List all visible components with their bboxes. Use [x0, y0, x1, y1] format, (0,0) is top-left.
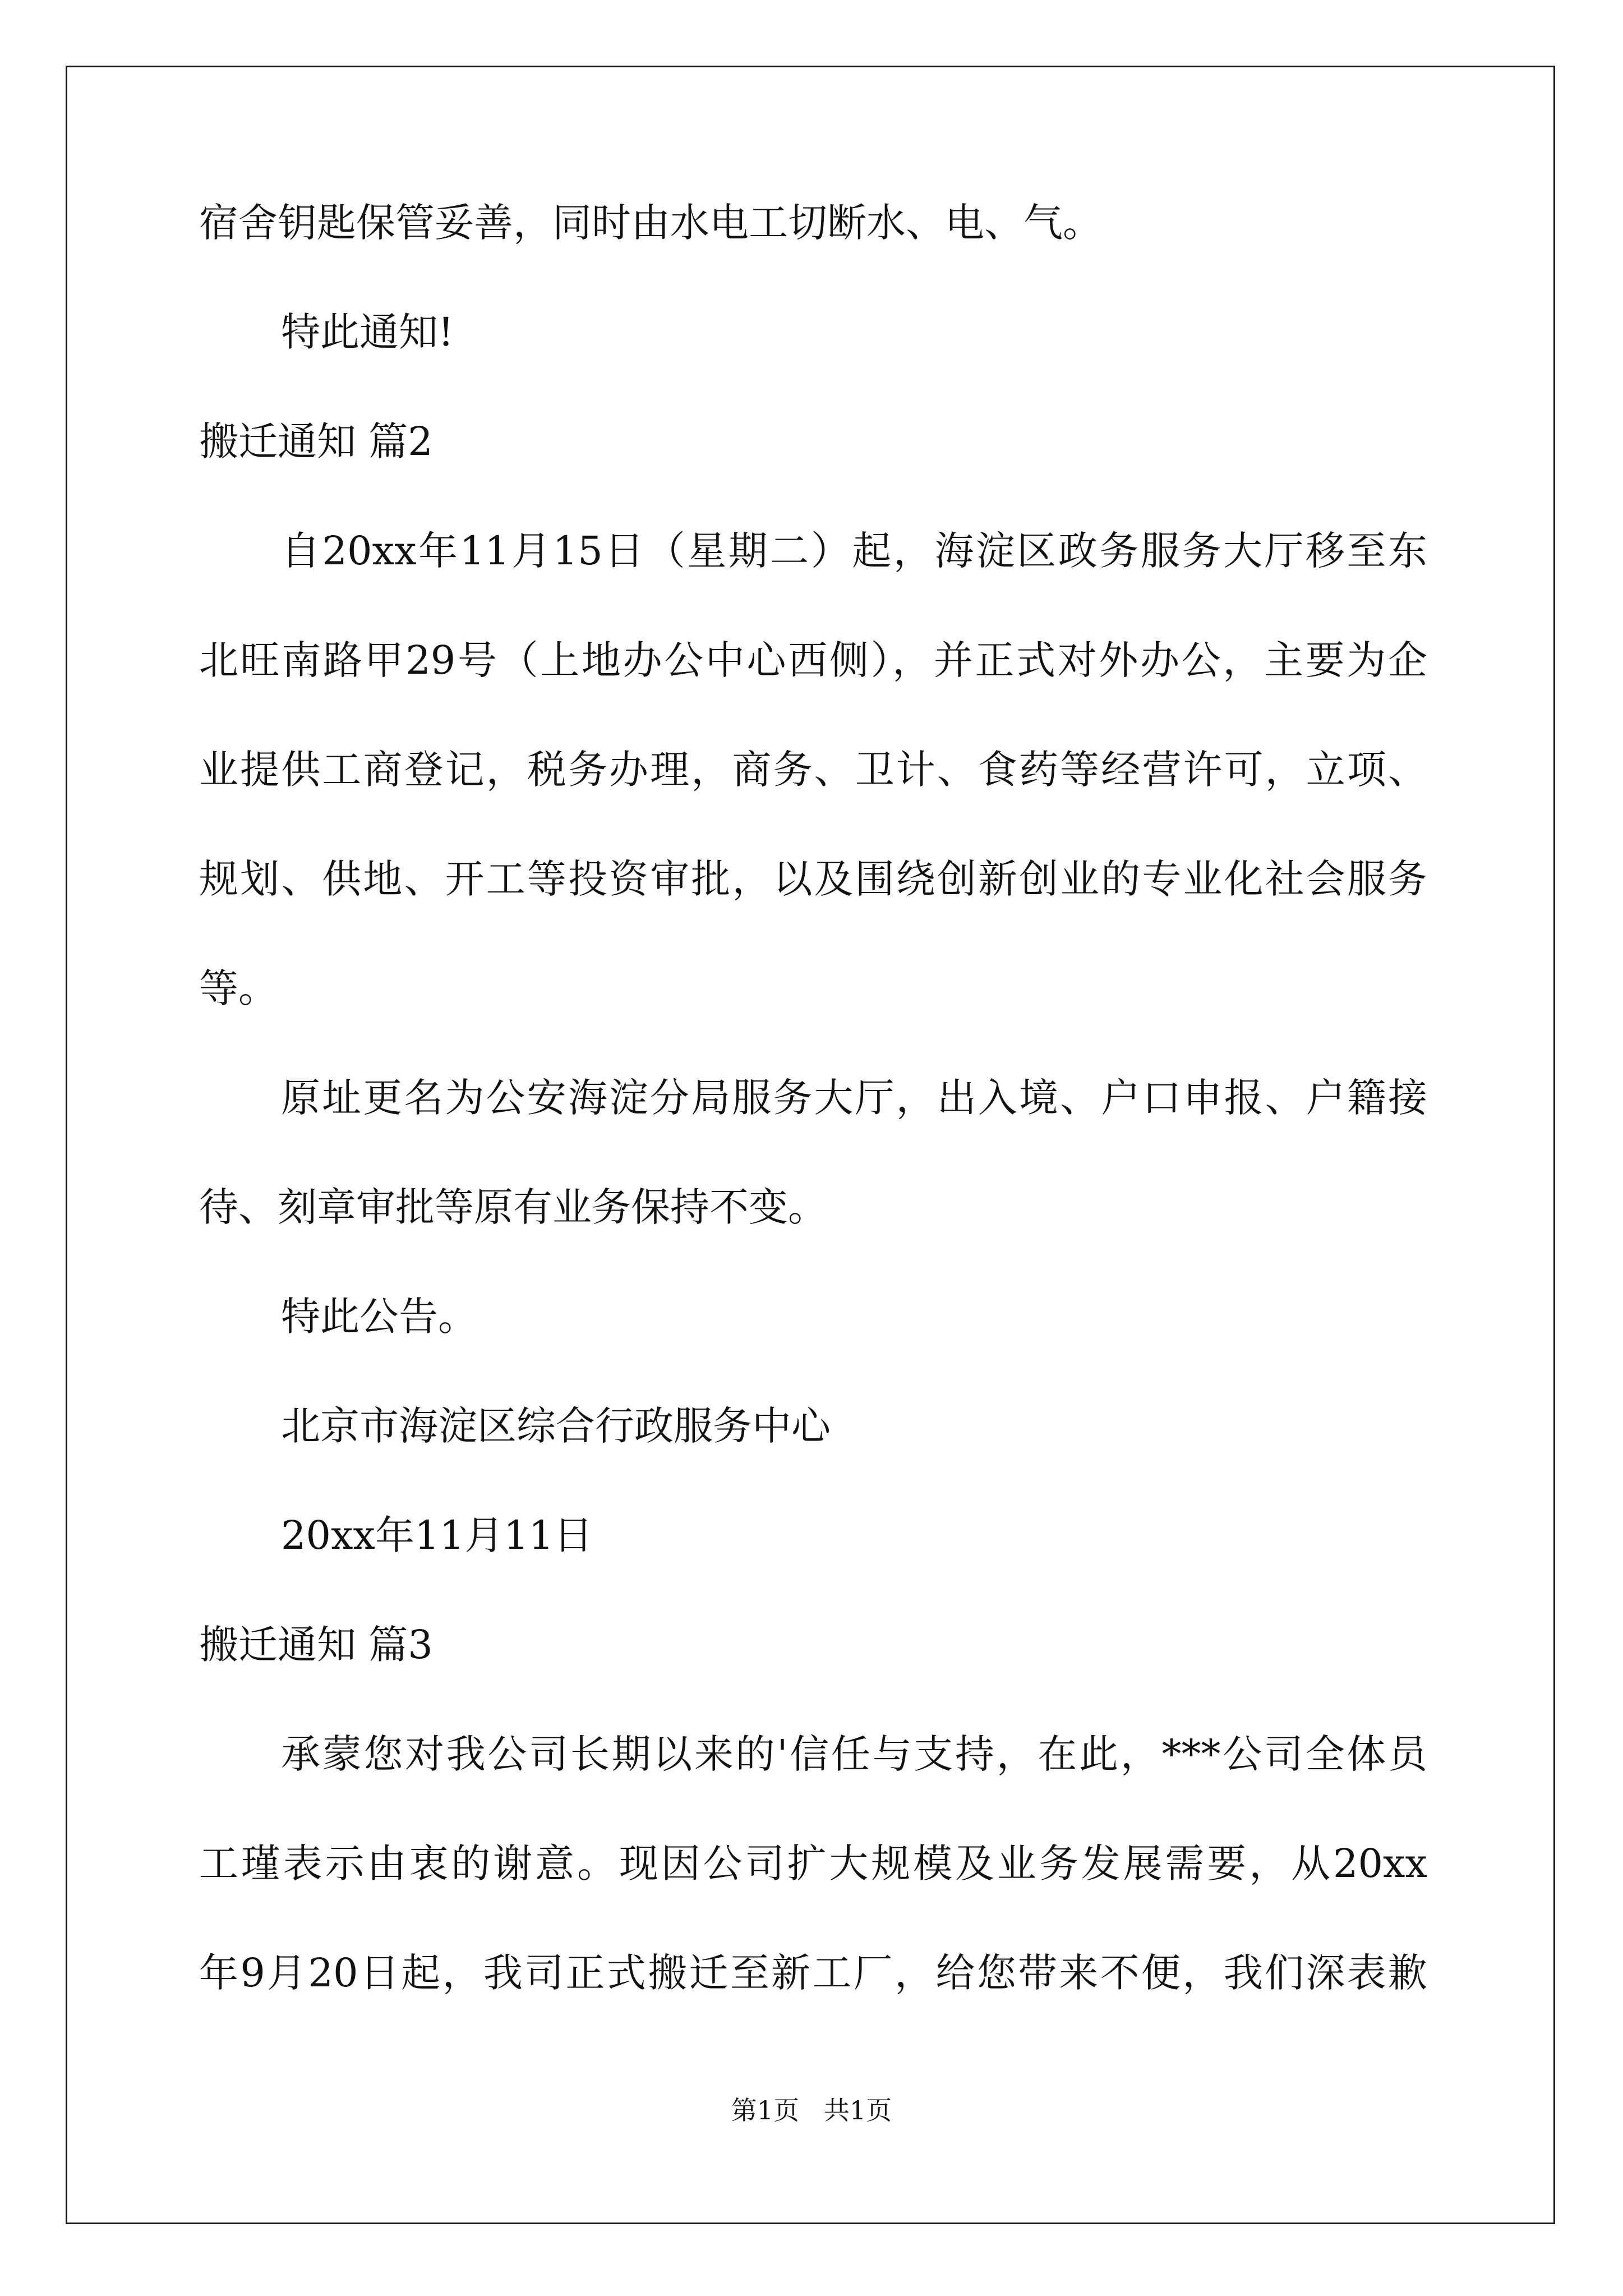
body-line-6: 业提供工商登记，税务办理，商务、卫计、食药等经营许可，立项、 [199, 747, 1427, 793]
section-heading-2: 搬迁通知 篇2 [199, 418, 433, 464]
body-line-8: 等。 [199, 965, 278, 1011]
body-line-4: 自20xx年11月15日（星期二）起，海淀区政务服务大厅移至东 [281, 528, 1427, 574]
signature-date: 20xx年11月11日 [281, 1512, 593, 1558]
body-line-16: 工瑾表示由衷的谢意。现因公司扩大规模及业务发展需要，从20xx [199, 1841, 1427, 1887]
page-number-footer: 第1页 共1页 [731, 2095, 892, 2125]
body-line-11: 特此公告。 [281, 1294, 477, 1340]
body-line-15: 承蒙您对我公司长期以来的'信任与支持，在此，***公司全体员 [281, 1731, 1427, 1777]
body-line-2: 特此通知! [281, 309, 454, 355]
document-body [199, 168, 1427, 2028]
body-line-1: 宿舍钥匙保管妥善，同时由水电工切断水、电、气。 [199, 200, 1102, 246]
body-line-17: 年9月20日起，我司正式搬迁至新工厂，给您带来不便，我们深表歉 [199, 1950, 1427, 1996]
signature-organization: 北京市海淀区综合行政服务中心 [281, 1403, 831, 1449]
section-heading-3: 搬迁通知 篇3 [199, 1622, 433, 1668]
body-line-10: 待、刻章审批等原有业务保持不变。 [199, 1184, 827, 1230]
body-line-9: 原址更名为公安海淀分局服务大厅，出入境、户口申报、户籍接 [281, 1075, 1427, 1121]
body-line-5: 北旺南路甲29号（上地办公中心西侧），并正式对外办公，主要为企 [199, 637, 1427, 683]
body-line-7: 规划、供地、开工等投资审批，以及围绕创新创业的专业化社会服务 [199, 856, 1427, 902]
